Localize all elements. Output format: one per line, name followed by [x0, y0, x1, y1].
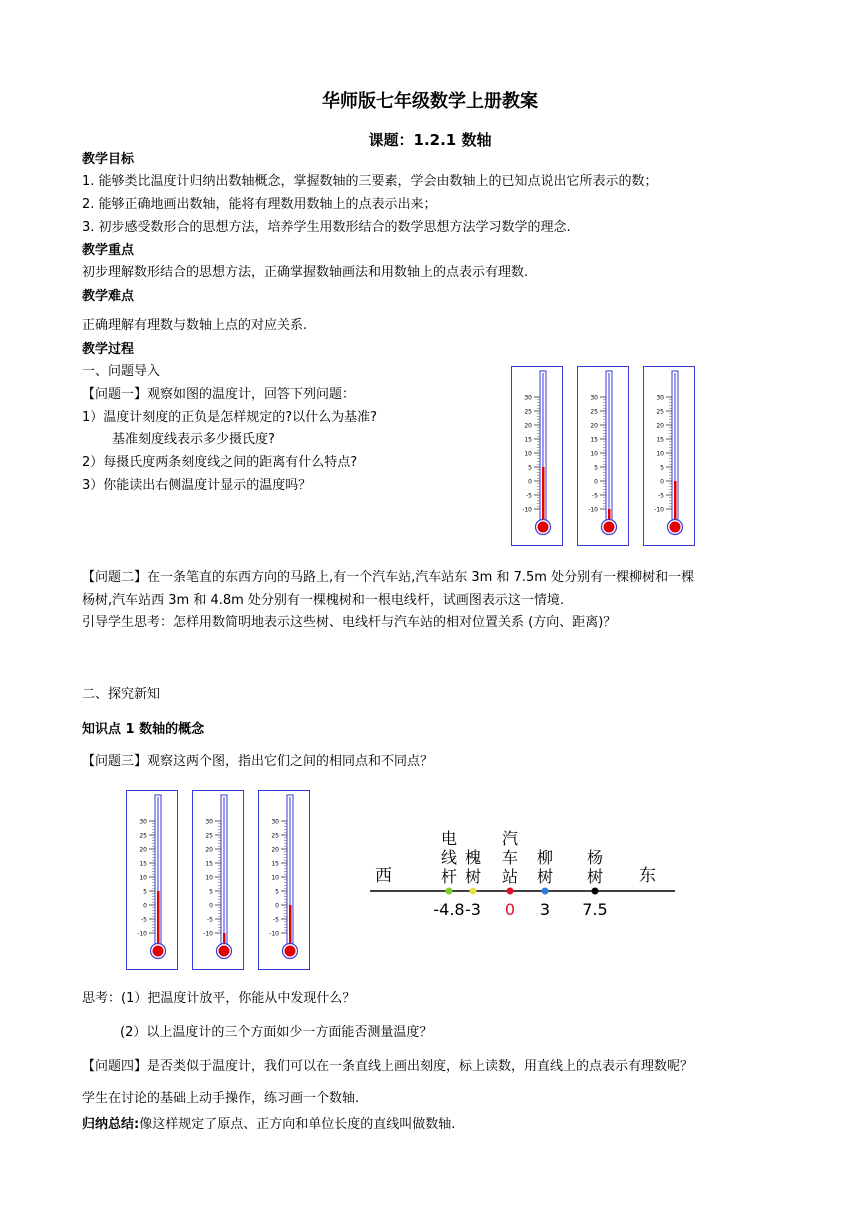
objective-item-1: 1. 能够类比温度计归纳出数轴概念，掌握数轴的三要素，学会由数轴上的已知点说出它所表示的数； [82, 174, 658, 189]
thermometer-tick-label: 30 [139, 818, 147, 826]
thermometer-1 [511, 366, 563, 546]
thermometer-mercury [157, 891, 160, 949]
thermometer-tick-label: 15 [590, 436, 598, 444]
thermometer-tick-label: 10 [139, 874, 147, 882]
thermometer-tick-label: -5 [658, 492, 664, 500]
thermometer-tick-label: 0 [209, 902, 213, 910]
number-line-value-label: 7.5 [582, 900, 608, 919]
section-1-heading: 一、问题导入 [82, 364, 161, 379]
think-question-1: 思考：(1）把温度计放平，你能从中发现什么？ [82, 991, 356, 1006]
thermometer-bulb [153, 946, 164, 957]
thermometer-tick-label: 25 [656, 408, 664, 416]
thermometer-tick-label: 0 [594, 478, 598, 486]
number-line-point-name-char: 树 [536, 867, 554, 886]
number-line-point-name-char: 树 [586, 867, 604, 886]
thermometer-tick-label: 20 [205, 846, 213, 854]
thermometer-bulb [285, 946, 296, 957]
number-line-point [470, 888, 477, 895]
thermometer-tick-label: 15 [524, 436, 532, 444]
thermometer-tick-label: 5 [594, 464, 598, 472]
question-1-item-1b: 基准刻度线表示多少摄氏度? [112, 432, 275, 447]
number-line-value-label: 3 [539, 900, 551, 919]
thermometer-tick-label: -5 [592, 492, 598, 500]
thermometer-tick-label: 0 [143, 902, 147, 910]
number-line-value-label: -4.8 [433, 900, 465, 919]
thermometer-tick-label: 20 [524, 422, 532, 430]
thermometer-tick-label: 15 [271, 860, 279, 868]
number-line-point-name-char: 站 [501, 867, 519, 886]
thermometer-tick-label: 5 [143, 888, 147, 896]
number-line-value-label: 0 [504, 900, 516, 919]
thermometer-tick-label: -5 [207, 916, 213, 924]
question-2-line-2: 杨树,汽车站西 3m 和 4.8m 处分别有一棵槐树和一根电线杆，试画图表示这一情境. [82, 593, 565, 608]
question-1-item-2: 2）每摄氏度两条刻度线之间的距离有什么特点? [82, 455, 358, 470]
east-label: 东 [639, 866, 656, 886]
key-points-text: 初步理解数形结合的思想方法，正确掌握数轴画法和用数轴上的点表示有理数. [82, 265, 529, 280]
summary-text: 像这样规定了原点、正方向和单位长度的直线叫做数轴. [139, 1117, 456, 1132]
thermometer-tick-label: -10 [269, 930, 279, 938]
objective-item-3: 3. 初步感受数形合的思想方法，培养学生用数形结合的数学思想方法学习数学的理念. [82, 220, 571, 235]
west-label: 西 [375, 866, 392, 886]
number-line-point-name-char: 线 [440, 848, 458, 867]
thermometer-tick-label: 0 [528, 478, 532, 486]
question-2-guide: 引导学生思考：怎样用数简明地表示这些树、电线杆与汽车站的相对位置关系 (方向、距离)？ [82, 615, 617, 630]
objectives-heading: 教学目标 [82, 152, 135, 167]
knowledge-point-1: 知识点 1 数轴的概念 [82, 722, 205, 737]
thermometer-tick-label: 25 [524, 408, 532, 416]
number-line-diagram [365, 815, 685, 925]
thermometer-tick-label: 5 [528, 464, 532, 472]
thermometer-tick-label: -5 [141, 916, 147, 924]
thermometer-tick-label: -10 [137, 930, 147, 938]
objective-item-2: 2. 能够正确地画出数轴，能将有理数用数轴上的点表示出来； [82, 197, 437, 212]
question-1-item-3: 3）你能读出右侧温度计显示的温度吗？ [82, 478, 312, 493]
thermometer-tick-label: 10 [524, 450, 532, 458]
question-1-intro: 【问题一】观察如图的温度计，回答下列问题： [82, 387, 356, 402]
thermometer-bulb [538, 522, 549, 533]
process-heading: 教学过程 [82, 342, 135, 357]
number-line-point [446, 888, 453, 895]
thermometer-tick-label: 25 [271, 832, 279, 840]
thermometer-tick-label: 10 [271, 874, 279, 882]
thermometer-bulb [670, 522, 681, 533]
thermometer-bulb [219, 946, 230, 957]
thermometer-tick-label: 25 [590, 408, 598, 416]
difficulties-text: 正确理解有理数与数轴上点的对应关系. [82, 318, 308, 333]
thermometer-tick-label: 10 [656, 450, 664, 458]
question-2-line-1: 【问题二】在一条笔直的东西方向的马路上,有一个汽车站,汽车站东 3m 和 7.5m 处分别有一棵柳树和一棵 [82, 570, 695, 585]
number-line-point-name-char: 槐 [464, 848, 482, 867]
number-line-point-name-char: 柳 [536, 848, 554, 867]
thermometer-tick-label: 30 [656, 394, 664, 402]
number-line-point-name-char: 车 [501, 848, 519, 867]
number-line-point-name-char: 汽 [501, 829, 519, 848]
question-1-item-1: 1）温度计刻度的正负是怎样规定的?以什么为基准? [82, 410, 378, 425]
key-points-heading: 教学重点 [82, 243, 135, 258]
thermometer-tick-label: 10 [205, 874, 213, 882]
number-line-point [542, 888, 549, 895]
thermometer-tick-label: 20 [271, 846, 279, 854]
number-line-point-name-char: 电 [440, 829, 458, 848]
thermometer-tick-label: 5 [660, 464, 664, 472]
thermometer-tick-label: 15 [139, 860, 147, 868]
thermometer-tick-label: -5 [273, 916, 279, 924]
summary [82, 1115, 455, 1135]
thermometer-tick-label: 30 [590, 394, 598, 402]
thermometer-mercury [289, 905, 292, 949]
thermometer-tick-label: -10 [588, 506, 598, 514]
thermometer-5 [192, 790, 244, 970]
practice-text: 学生在讨论的基础上动手操作，练习画一个数轴. [82, 1091, 360, 1106]
thermometer-tick-label: 20 [139, 846, 147, 854]
summary-label: 归纳总结: [82, 1117, 140, 1132]
number-line-point [592, 888, 599, 895]
thermometer-mercury [542, 467, 545, 525]
thermometer-mercury [674, 481, 677, 525]
difficulties-heading: 教学难点 [82, 289, 135, 304]
thermometer-6 [258, 790, 310, 970]
thermometer-tick-label: 20 [590, 422, 598, 430]
thermometer-tick-label: -10 [203, 930, 213, 938]
thermometer-2 [577, 366, 629, 546]
thermometer-bulb [604, 522, 615, 533]
number-line-point [507, 888, 514, 895]
thermometer-4 [126, 790, 178, 970]
thermometer-tick-label: 30 [524, 394, 532, 402]
thermometer-tick-label: 15 [656, 436, 664, 444]
thermometer-tick-label: 0 [660, 478, 664, 486]
number-line-point-name-char: 杨 [586, 848, 604, 867]
thermometer-tick-label: -10 [522, 506, 532, 514]
page-title: 华师版七年级数学上册教案 [322, 91, 538, 112]
thermometer-tick-label: 15 [205, 860, 213, 868]
number-line-point-name-char: 杆 [440, 867, 458, 886]
thermometer-tick-label: 20 [656, 422, 664, 430]
thermometer-tick-label: 30 [271, 818, 279, 826]
thermometer-tick-label: 5 [209, 888, 213, 896]
question-4: 【问题四】是否类似于温度计，我们可以在一条直线上画出刻度，标上读数，用直线上的点表示有理数呢？ [82, 1059, 694, 1074]
thermometer-tick-label: -5 [526, 492, 532, 500]
section-2-heading: 二、探究新知 [82, 687, 161, 702]
thermometer-tick-label: 5 [275, 888, 279, 896]
thermometer-tick-label: 10 [590, 450, 598, 458]
lesson-subtitle: 课题：1.2.1 数轴 [368, 131, 492, 149]
thermometer-tick-label: 25 [205, 832, 213, 840]
think-question-2: (2）以上温度计的三个方面如少一方面能否测量温度？ [120, 1025, 433, 1040]
question-3: 【问题三】观察这两个图，指出它们之间的相同点和不同点？ [82, 754, 434, 769]
thermometer-tick-label: -10 [654, 506, 664, 514]
thermometer-tick-label: 30 [205, 818, 213, 826]
number-line-point-name-char: 树 [464, 867, 482, 886]
thermometer-tick-label: 0 [275, 902, 279, 910]
thermometer-tick-label: 25 [139, 832, 147, 840]
thermometer-3 [643, 366, 695, 546]
number-line-value-label: -3 [465, 900, 481, 919]
